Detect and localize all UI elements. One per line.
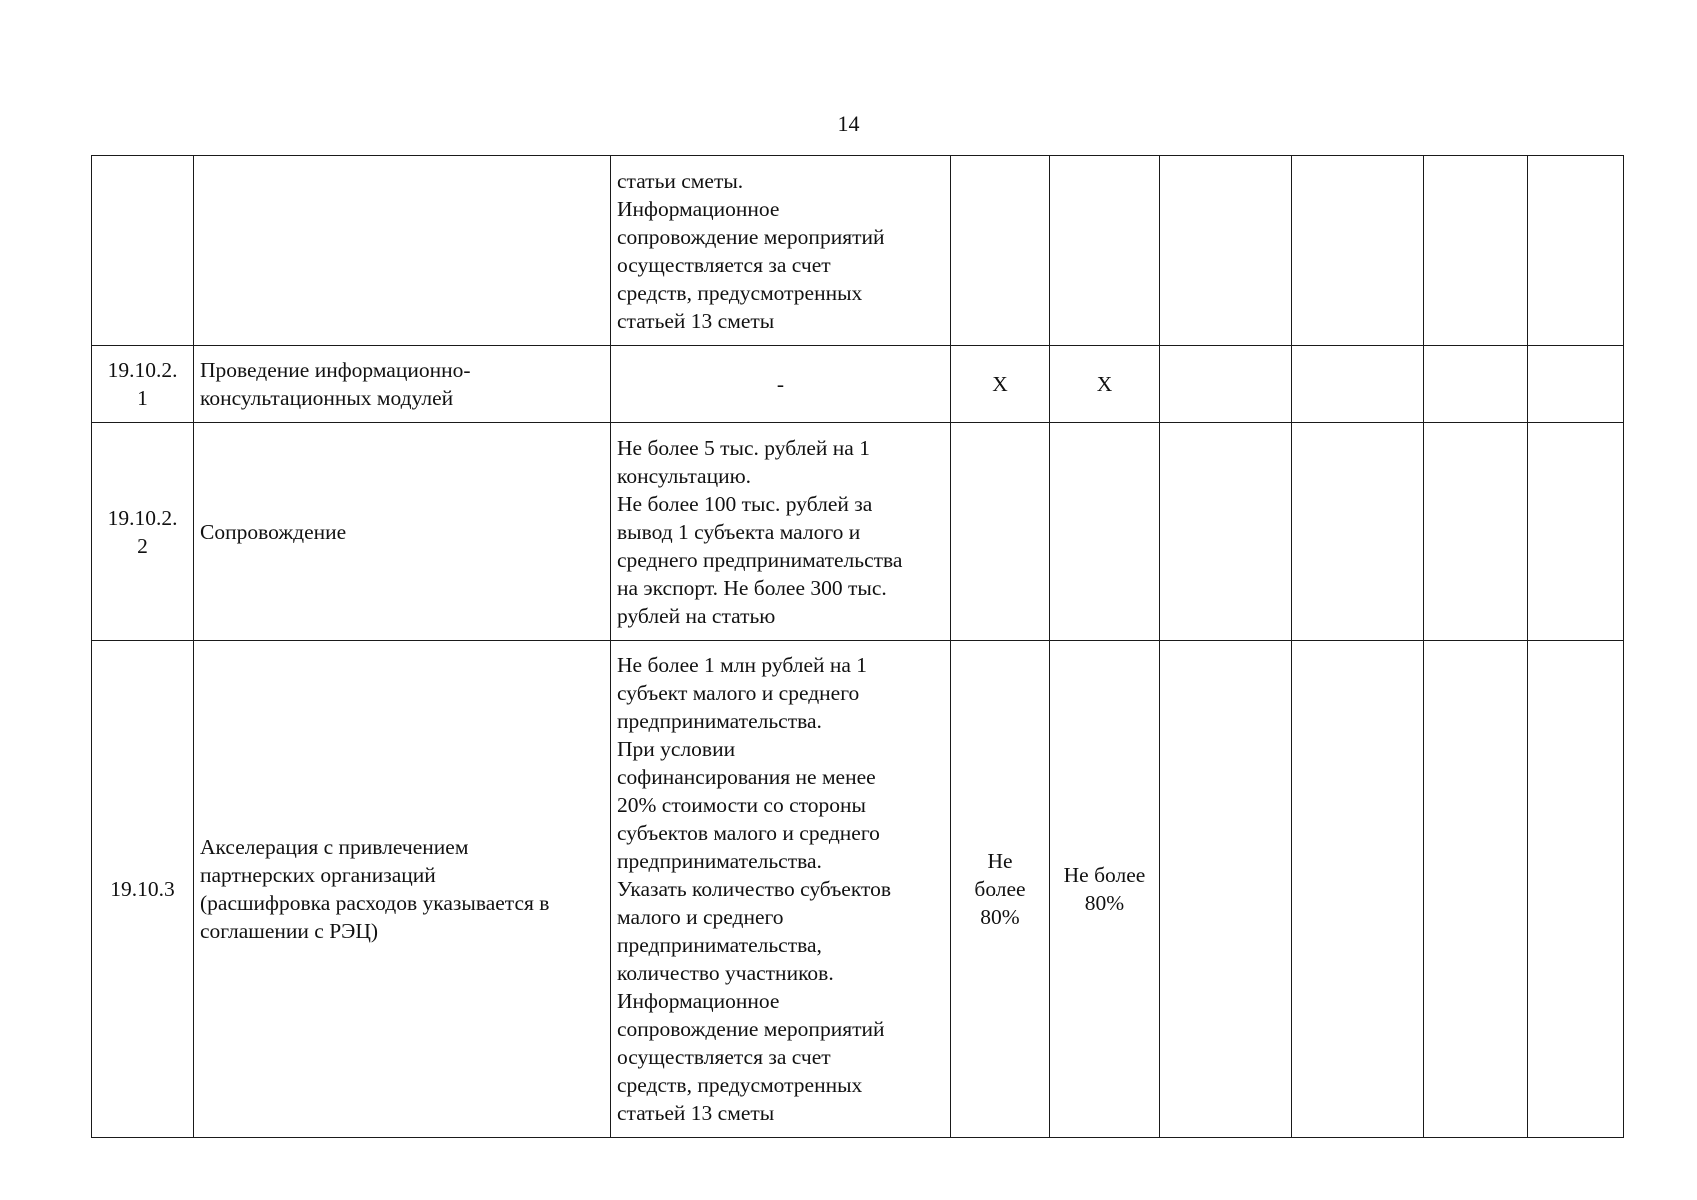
row-number-cell: [92, 641, 194, 1138]
empty-cell: [1292, 346, 1424, 423]
description-line: 20% стоимости со стороны: [617, 793, 866, 817]
table-row: [92, 156, 1624, 346]
empty-cell: [1528, 423, 1624, 641]
share-line: 80%: [980, 905, 1020, 929]
row-number-cell: [92, 156, 194, 346]
description-line: средств, предусмотренных: [617, 280, 863, 305]
description-line: Указать количество субъектов: [617, 877, 892, 901]
description-line: среднего предпринимательства: [617, 547, 903, 572]
empty-cell: [1292, 641, 1424, 1138]
share-line: Не: [987, 849, 1013, 873]
share-line: 80%: [1084, 891, 1125, 915]
item-name-cell: [194, 156, 611, 346]
description-line: При условии: [617, 737, 736, 761]
empty-cell: [1424, 156, 1528, 346]
item-name-line: консультационных модулей: [200, 386, 454, 410]
share-line: Х: [992, 372, 1008, 396]
description-line: предпринимательства,: [617, 933, 822, 957]
share-cell-2: [1050, 346, 1160, 423]
description-line: предпринимательства.: [617, 709, 822, 733]
share-cell-1: [951, 156, 1050, 346]
empty-cell: [1160, 346, 1292, 423]
description-cell: [611, 423, 951, 641]
description-line: сопровождение мероприятий: [617, 1017, 885, 1041]
empty-cell: [1528, 641, 1624, 1138]
empty-cell: [1292, 156, 1424, 346]
description-line: рублей на статью: [617, 603, 776, 628]
description-line: -: [776, 372, 785, 396]
description-cell: [611, 641, 951, 1138]
description-line: вывод 1 субъекта малого и: [617, 519, 861, 544]
description-line: статьи сметы.: [617, 168, 744, 193]
estimate-table: [91, 155, 1624, 1138]
description-line: сопровождение мероприятий: [617, 224, 885, 249]
description-line: Не более 100 тыс. рублей за: [617, 491, 873, 516]
description-line: субъект малого и среднего: [617, 681, 860, 705]
share-cell-1: [951, 346, 1050, 423]
empty-cell: [1160, 156, 1292, 346]
share-line: более: [974, 877, 1026, 901]
empty-cell: [1424, 346, 1528, 423]
empty-cell: [1160, 423, 1292, 641]
description-line: количество участников.: [617, 961, 834, 985]
description-line: Не более 1 млн рублей на 1: [617, 653, 868, 677]
item-name-line: Проведение информационно-: [200, 358, 471, 382]
description-line: осуществляется за счет: [617, 1045, 831, 1069]
description-line: статьей 13 сметы: [617, 1101, 775, 1125]
description-line: осуществляется за счет: [617, 252, 831, 277]
empty-cell: [1292, 423, 1424, 641]
description-cell: [611, 156, 951, 346]
description-line: Информационное: [617, 989, 780, 1013]
empty-cell: [1424, 641, 1528, 1138]
item-name-line: соглашении с РЭЦ): [200, 919, 379, 943]
description-line: предпринимательства.: [617, 849, 822, 873]
item-name-line: (расшифровка расходов указывается в: [200, 891, 550, 915]
description-line: средств, предусмотренных: [617, 1073, 863, 1097]
description-line: софинансирования не менее: [617, 765, 876, 789]
table-row: [92, 346, 1624, 423]
item-name-line: партнерских организаций: [200, 863, 436, 887]
empty-cell: [1424, 423, 1528, 641]
description-cell: [611, 346, 951, 423]
description-line: на экспорт. Не более 300 тыс.: [617, 575, 887, 600]
share-line: Не более: [1063, 863, 1146, 887]
description-line: консультацию.: [617, 463, 752, 488]
share-line: Х: [1096, 372, 1113, 396]
item-name-line: Сопровождение: [200, 519, 347, 544]
description-line: Не более 5 тыс. рублей на 1: [617, 435, 870, 460]
description-line: малого и среднего: [617, 905, 784, 929]
table-row: [92, 641, 1624, 1138]
row-number-cell: [92, 423, 194, 641]
row-number-line: 2: [137, 533, 148, 558]
table-row: [92, 423, 1624, 641]
empty-cell: [1160, 641, 1292, 1138]
description-line: Информационное: [617, 196, 780, 221]
empty-cell: [1528, 156, 1624, 346]
row-number-line: 19.10.2.: [107, 505, 178, 530]
share-cell-2: [1050, 423, 1160, 641]
item-name-cell: [194, 423, 611, 641]
page-number: 14: [837, 111, 860, 136]
row-number-line: 19.10.3: [110, 877, 175, 901]
row-number-line: 19.10.2.: [107, 358, 178, 382]
item-name-line: Акселерация с привлечением: [200, 835, 469, 859]
empty-cell: [1528, 346, 1624, 423]
row-number-line: 1: [137, 386, 148, 410]
share-cell-2: [1050, 156, 1160, 346]
share-cell-1: [951, 641, 1050, 1138]
share-cell-1: [951, 423, 1050, 641]
share-cell-2: [1050, 641, 1160, 1138]
item-name-cell: [194, 641, 611, 1138]
item-name-cell: [194, 346, 611, 423]
row-number-cell: [92, 346, 194, 423]
description-line: статьей 13 сметы: [617, 308, 775, 333]
description-line: субъектов малого и среднего: [617, 821, 880, 845]
